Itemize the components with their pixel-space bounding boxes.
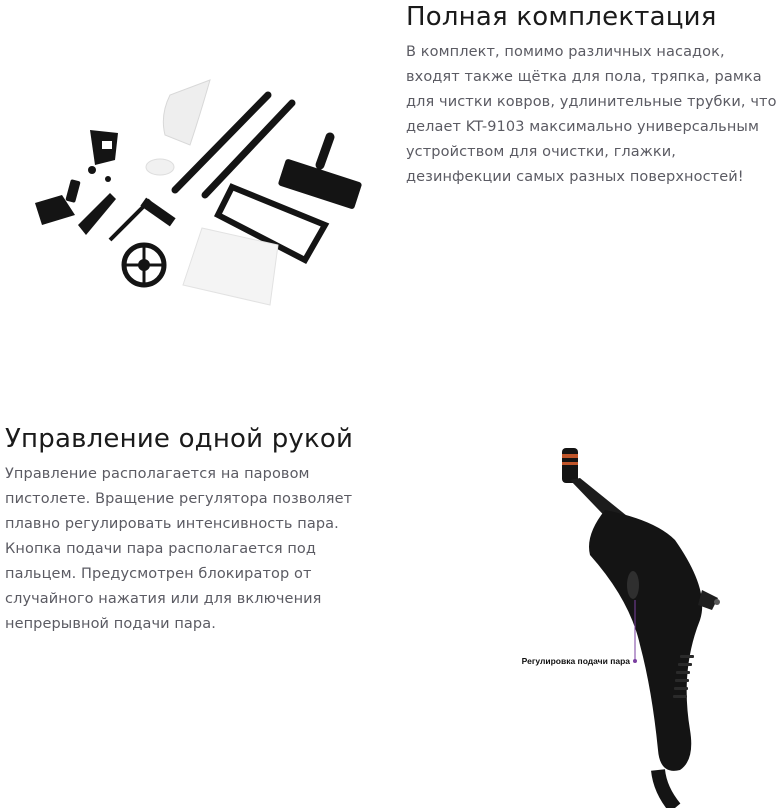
cup-part — [146, 159, 174, 175]
kit-heading: Полная комплектация — [406, 2, 717, 32]
callout-dot — [633, 659, 637, 663]
window-scraper — [110, 198, 176, 240]
lock-button — [714, 599, 720, 605]
steam-regulator-callout: Регулировка подачи пара — [521, 656, 630, 666]
steam-hose — [658, 770, 675, 808]
kit-accessories-illustration — [20, 75, 365, 315]
steam-gun-illustration — [480, 440, 780, 808]
steam-gun-body — [589, 510, 702, 771]
kit-description: В комплект, помимо различных насадок, входят также щётка для пола, тряпка, рамка для чистки ковров, удлинительные трубки, что делает KT-9103 максимально универсальным устройством для очистки, глажки, дезинфекции самых разных поверхностей! — [406, 44, 777, 185]
round-brush — [124, 245, 164, 285]
handheld-nozzles — [35, 130, 118, 235]
kit-accessories-image — [20, 75, 365, 315]
floor-brush — [278, 137, 363, 210]
funnel-part — [163, 80, 210, 145]
steam-regulator — [627, 571, 639, 599]
steam-gun-image — [480, 440, 780, 808]
control-heading: Управление одной рукой — [5, 424, 354, 454]
control-description: Управление располагается на паровом пистолете. Вращение регулятора позволяет плавно регулировать интенсивность пара. Кнопка подачи пара располагается под пальцем. Предусмотрен блокиратор от случайного нажатия или для включения непрерывной подачи пара. — [5, 466, 353, 632]
kit-text-block — [406, 0, 781, 190]
control-text-block — [5, 422, 390, 637]
